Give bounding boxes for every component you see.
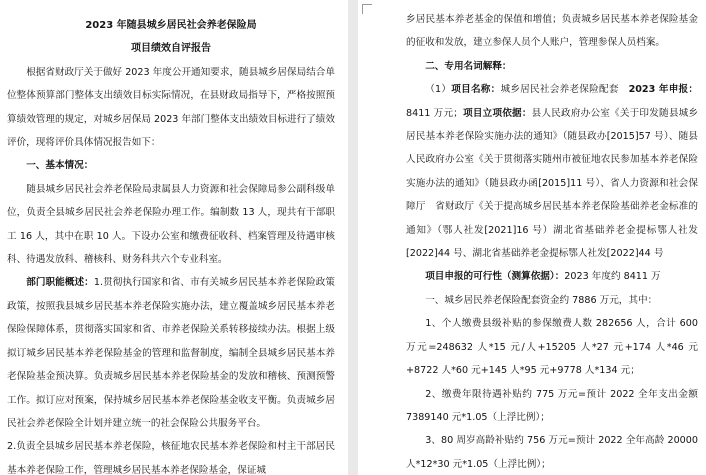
feasibility-paragraph (406, 265, 698, 288)
item-number: （1） (425, 84, 452, 96)
project-item-paragraph (406, 78, 698, 265)
sub-item-1-2: 2、缴费年限待遇补贴约 775 万元=预计 2022 全年支出金额 7389140 元*1.05（上浮比例）； (406, 388, 698, 423)
project-basis-label: 项目立项依据： (462, 107, 532, 119)
duty-paragraph-2: 2.负责全县城乡居民基本养老保险，核征地农民基本养老保险和村主干部居民基本养老保险工作，管理城乡居民基本养老保险基金，保证城 (7, 441, 335, 475)
section-heading-terms: 二、专用名词解释： (425, 60, 512, 72)
page-right-body (406, 8, 698, 475)
continued-paragraph: 乡居民基本养老基金的保值和增值；负责城乡居民基本养老保险基金的征收和发放，建立参保人员个人账户，管理参保人员档案。 (406, 14, 698, 49)
project-name-label: 项目名称： (451, 84, 501, 96)
sub-item-1-1: 1、个人缴费县级补贴的参保缴费人数 282656 人，合计 600 万元=248632 人*15 元/人+15205 人*27 元+174 人*46 元+8722 人*60 元+145 人*95 元+9778 人*134 元； (406, 318, 698, 377)
document-page-left (0, 0, 348, 475)
page-left-body (7, 14, 335, 475)
basic-info-paragraph: 随县城乡居民社会养老保险局隶属县人力资源和社会保障局参公副科级单位，负责全县城乡居民社会养老保险办理工作。编制数 13 人，现共有干部职工 16 人，其中在职 10 人。下设办公室和缴费征收科、档案管理及待遇审核科、待遇发放科、稽核科、财务科共六个专业科室。 (7, 183, 335, 266)
intro-paragraph: 根据省财政厅关于做好 2023 年度公开通知要求，随县城乡居保局结合单位整体预算部门整体支出绩效目标实际情况，在县财政局指导下，严格按照预算绩效管理的规定，对城乡居保局 2023 年部门整体支出绩效目标进行了绩效评价，现将评价具体情况报告如下： (7, 66, 335, 149)
sub-item-1: 一、城乡居民养老保险配套资金约 7886 万元，其中： (425, 294, 658, 306)
project-amount-label: 2023 年申报： (628, 84, 699, 96)
duty-label: 部门职能概述： (26, 277, 94, 289)
document-page-right (358, 0, 706, 475)
sub-item-1-3: 3、80 周岁高龄补贴约 756 万元=预计 2022 全年高龄 20000 人*12*30 元*1.05（上浮比例）； (406, 435, 698, 470)
section-heading-basic: 一、基本情况： (26, 160, 94, 172)
page-corner-mark (362, 4, 372, 14)
project-amount: 8411 万元； (406, 107, 463, 119)
project-name: 城乡居民社会养老保险配套 (500, 84, 619, 96)
duty-text-1: 1.贯彻执行国家和省、市有关城乡居民基本养老保险政策政策，按照我县城乡居民基本养老保险实施办法，建立覆盖城乡居民基本养老保险保障体系，贯彻落实国家和省、市养老保险关系转移接续办法。根据上级拟订城乡居民基本养老保险基金的管理和监督制度，编制全县城乡居民基本养老保险基金预决算。负责城乡居民基本养老保险基金的发放和稽核、预测预警工作。拟订应对预案，保持城乡居民基本养老保险基金收支平衡。负责城乡居民社会养老保险全计划并建立统一的社会保险公共服务平台。 (7, 277, 336, 429)
duty-paragraph (7, 271, 335, 435)
feasibility-label: 项目申报的可行性（测算依据）： (425, 271, 565, 283)
feasibility-text: 2023 年度约 8411 万 (564, 271, 661, 283)
report-subtitle: 项目绩效自评报告 (131, 43, 211, 55)
report-title: 2023 年随县城乡居民社会养老保险局 (85, 20, 257, 31)
project-basis: 县人民政府办公室《关于印发随县城乡居民基本养老保险实施办法的通知》（随县政办[2015]57 号）、随县人民政府办公室《关于贯彻落实随州市被征地农民参加基本养老保险实施办法的通知》（随县政办函[2015]11 号）、省人力资源和社会保障厅 省财政厅《关于提高城乡居民基本养老保险基础养老金标准的通知》（鄂人社发[2021]16 号）湖北省基础养老金提标鄂人社发[2022]44 号、湖北省基础养老金提标鄂人社发[2022]44 号 (406, 107, 699, 260)
